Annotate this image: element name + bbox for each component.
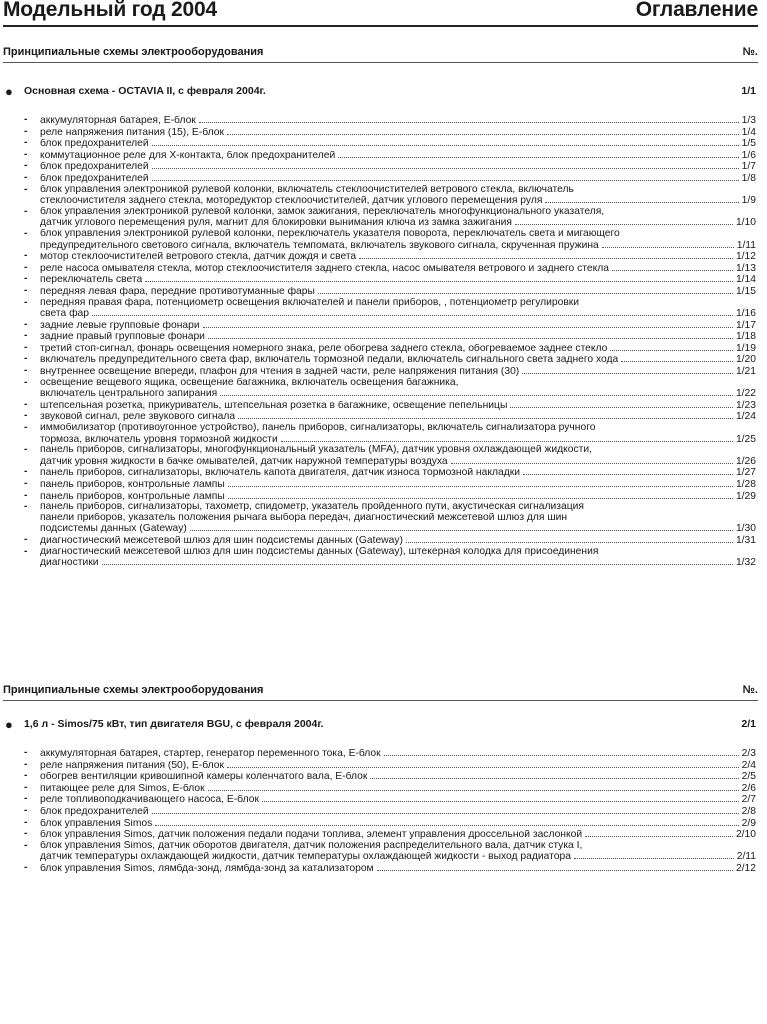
- toc-entry[interactable]: [24, 841, 756, 863]
- toc-entry-page: 2/3: [741, 748, 756, 759]
- toc-entry-page: 2/4: [741, 759, 756, 771]
- leader-dots: [515, 217, 733, 225]
- toc-entry-text: подсистемы данных (Gateway): [40, 524, 187, 535]
- toc-entry-page: 2/11: [736, 851, 756, 863]
- leader-dots: [152, 161, 739, 169]
- toc-entry-text: панель приборов, контрольные лампы: [40, 480, 225, 490]
- toc-entry-text: блок управления электроникой рулевой колонки, включатель стеклоочистителей ветрового стекла, включатель: [40, 184, 574, 195]
- toc-entry[interactable]: [24, 467, 756, 479]
- leader-dots: [510, 400, 733, 408]
- toc-entry-text: коммутационное реле для X-контакта, блок предохранителей: [40, 150, 336, 161]
- toc-entry[interactable]: [24, 411, 756, 423]
- leader-dots: [208, 331, 733, 339]
- toc-entry-text: блок предохранителей: [40, 162, 149, 173]
- toc-entry[interactable]: [24, 343, 756, 355]
- toc-entry[interactable]: [24, 298, 756, 320]
- toc-entry-page: 2/12: [735, 862, 756, 874]
- leader-dots: [338, 150, 738, 158]
- toc-entry[interactable]: [24, 207, 756, 229]
- leader-dots: [574, 851, 734, 859]
- toc-entry[interactable]: [24, 150, 756, 162]
- toc-entry-page: 2/6: [741, 782, 756, 794]
- leader-dots: [281, 434, 733, 442]
- leader-dots: [227, 760, 739, 768]
- toc-entry[interactable]: [24, 771, 756, 783]
- toc-entry-page: 1/22: [735, 388, 756, 400]
- toc-entry-text: блок предохранителей: [40, 139, 149, 150]
- toc-entry-page: 1/11: [736, 239, 756, 251]
- toc-entry-text: датчик температуры охлаждающей жидкости, датчик температуры охлаждающей жидкости - выход радиатора: [40, 852, 571, 863]
- dash-marker: -: [24, 816, 28, 828]
- dash-marker: -: [24, 353, 28, 365]
- toc-entry-text: датчик углового перемещения руля, магнит для блокировки вынимания ключа из замка зажигания: [40, 218, 513, 229]
- dash-marker: -: [24, 183, 28, 195]
- toc-entry-text: панель приборов, сигнализаторы, многофункциональный указатель (MFA), датчик уровня охлаждающей жидкости,: [40, 445, 592, 456]
- dash-marker: -: [24, 284, 28, 296]
- dash-marker: -: [24, 398, 28, 410]
- dash-marker: -: [24, 160, 28, 172]
- dash-marker: -: [24, 296, 28, 308]
- leader-dots: [318, 286, 733, 294]
- toc-entry-text: питающее реле для Simos, E-блок: [40, 783, 205, 794]
- toc-entry-text: реле напряжения питания (50), E-блок: [40, 760, 225, 771]
- toc-entry-text: диагностический межсетевой шлюз для шин подсистемы данных (Gateway): [40, 535, 403, 546]
- toc-entry[interactable]: [24, 748, 756, 760]
- toc-entry-text: датчик уровня жидкости в бачке омывателей, датчик наружной температуры воздуха: [40, 456, 448, 467]
- main-schema-label: Основная схема - OCTAVIA II, с февраля 2004г.: [24, 85, 266, 97]
- leader-dots: [155, 818, 738, 826]
- toc-entry-page: 1/20: [735, 354, 756, 366]
- toc-entry[interactable]: [24, 760, 756, 772]
- main-schema-page: 1/1: [741, 85, 756, 97]
- dash-marker: -: [24, 330, 28, 342]
- leader-dots: [523, 467, 733, 475]
- page-title: Модельный год 2004: [3, 0, 217, 21]
- main-schema-entry-2[interactable]: [5, 718, 756, 732]
- section-heading-label: Принципиальные схемы электрооборудования: [3, 46, 264, 58]
- dash-marker: -: [24, 376, 28, 388]
- toc-entry[interactable]: [24, 161, 756, 173]
- leader-dots: [199, 115, 739, 123]
- dash-marker: -: [24, 444, 28, 456]
- toc-entry-text: включатель центрального запирания: [40, 389, 218, 400]
- toc-entry-page: 1/21: [735, 366, 756, 378]
- toc-entry-page: 1/18: [735, 331, 756, 343]
- toc-entry-text: блок предохранителей: [40, 806, 149, 817]
- toc-entry[interactable]: [24, 173, 756, 185]
- leader-dots: [238, 411, 733, 419]
- leader-dots: [384, 748, 739, 756]
- leader-dots: [545, 195, 738, 203]
- leader-dots: [152, 806, 739, 814]
- dash-marker: -: [24, 171, 28, 183]
- toc-entry-page: 1/16: [735, 308, 756, 320]
- leader-dots: [92, 308, 733, 316]
- toc-entry-text: обогрев вентиляции кривошипной камеры коленчатого вала, E-блок: [40, 772, 368, 783]
- dash-marker: -: [24, 501, 28, 513]
- section-heading-2: [3, 684, 758, 701]
- dash-marker: -: [24, 533, 28, 545]
- toc-entry-page: 1/32: [735, 557, 756, 569]
- toc-entry[interactable]: [24, 286, 756, 298]
- toc-entry-page: 1/4: [741, 126, 756, 138]
- dash-marker: -: [24, 341, 28, 353]
- toc-entry-page: 1/23: [735, 399, 756, 411]
- toc-entry-text: блок управления Simos, датчик оборотов двигателя, датчик положения распределительного вала, датчик стука I,: [40, 840, 583, 851]
- toc-entry[interactable]: [24, 354, 756, 366]
- dash-marker: -: [24, 466, 28, 478]
- toc-entry[interactable]: [24, 274, 756, 286]
- leader-dots: [585, 829, 733, 837]
- dash-marker: -: [24, 781, 28, 793]
- leader-dots: [102, 557, 733, 565]
- toc-entry[interactable]: [24, 320, 756, 332]
- leader-dots: [208, 783, 739, 791]
- dash-marker: -: [24, 148, 28, 160]
- dash-marker: -: [24, 114, 28, 125]
- toc-entry-text: аккумуляторная батарея, E-блок: [40, 116, 196, 126]
- dash-marker: -: [24, 489, 28, 501]
- toc-entry-text: блок управления электроникой рулевой колонки, переключатель указателя поворота, переключатель света и мигающего: [40, 228, 620, 239]
- leader-dots: [220, 388, 733, 396]
- toc-entry[interactable]: [24, 366, 756, 378]
- section-heading-number: №.: [742, 684, 758, 696]
- leader-dots: [227, 127, 739, 135]
- toc-entry-text: панели приборов, указатель положения рычага выбора передач, диагностический межсетевой шлюз для шин: [40, 512, 568, 523]
- dash-marker: -: [24, 770, 28, 782]
- dash-marker: -: [24, 227, 28, 239]
- toc-entry[interactable]: [24, 263, 756, 275]
- toc-entry[interactable]: [24, 829, 756, 841]
- toc-entry-text: диагностики: [40, 558, 99, 569]
- toc-entry[interactable]: [24, 794, 756, 806]
- toc-entry-text: аккумуляторная батарея, стартер, генератор переменного тока, E-блок: [40, 749, 381, 759]
- toc-entry-text: освещение вещевого ящика, освещение багажника, включатель освещения багажника,: [40, 377, 459, 388]
- main-schema-label: 1,6 л - Simos/75 кВт, тип двигателя BGU, с февраля 2004г.: [24, 718, 324, 730]
- main-schema-page: 2/1: [741, 718, 756, 730]
- dash-marker: -: [24, 365, 28, 377]
- toc-entry-page: 1/28: [735, 479, 756, 490]
- toc-entry-page: 1/15: [735, 285, 756, 297]
- toc-entry[interactable]: [24, 818, 756, 830]
- toc-entry-text: иммобилизатор (противоугонное устройство), панель приборов, сигнализаторы, включатель сигнализатора ручного: [40, 423, 596, 434]
- leader-dots: [612, 263, 733, 271]
- toc-entry-text: блок управления электроникой рулевой колонки, замок зажигания, переключатель многофункционального указателя,: [40, 206, 605, 217]
- bullet-icon: ●: [5, 84, 13, 99]
- dash-marker: -: [24, 261, 28, 273]
- leader-dots: [522, 366, 733, 374]
- toc-entry-text: передняя левая фара, передние противотуманные фары: [40, 286, 315, 297]
- section-heading-number: №.: [742, 46, 758, 58]
- toc-entry-page: 1/8: [741, 172, 756, 184]
- dash-marker: -: [24, 478, 28, 489]
- section-heading-1: [3, 46, 758, 63]
- toc-entry-page: 1/12: [735, 251, 756, 263]
- toc-entry-page: 1/24: [735, 411, 756, 423]
- leader-dots: [203, 320, 733, 328]
- toc-entry-page: 1/27: [735, 467, 756, 479]
- leader-dots: [152, 138, 739, 146]
- toc-entry[interactable]: [24, 378, 756, 400]
- leader-dots: [228, 479, 733, 487]
- dash-marker: -: [24, 828, 28, 840]
- toc-entry-page: 1/25: [735, 433, 756, 445]
- dash-marker: -: [24, 758, 28, 770]
- toc-entry-text: передняя правая фара, потенциометр освещения включателей и панели приборов, , потенциометр регулировки: [40, 297, 580, 308]
- dash-marker: -: [24, 137, 28, 149]
- toc-entry-page: 1/5: [741, 138, 756, 150]
- leader-dots: [190, 523, 733, 531]
- toc-entry-text: блок предохранителей: [40, 173, 149, 184]
- toc-entry-text: звуковой сигнал, реле звукового сигнала: [40, 412, 236, 423]
- leader-dots: [406, 535, 733, 543]
- toc-entry[interactable]: [24, 127, 756, 139]
- toc-entry[interactable]: [24, 491, 756, 503]
- toc-entry-text: реле топливоподкачивающего насоса, E-блок: [40, 795, 259, 806]
- toc-entry[interactable]: [24, 229, 756, 251]
- toc-entry[interactable]: [24, 863, 756, 875]
- toc-entry-text: мотор стеклоочистителей ветрового стекла, датчик дождя и света: [40, 252, 357, 263]
- toc-entry-page: 1/29: [735, 490, 756, 502]
- dash-marker: -: [24, 839, 28, 851]
- leader-dots: [602, 240, 734, 248]
- leader-dots: [610, 343, 733, 351]
- leader-dots: [262, 794, 739, 802]
- toc-entry-page: 1/13: [735, 262, 756, 274]
- toc-entry[interactable]: [24, 445, 756, 467]
- toc-entry[interactable]: [24, 423, 756, 445]
- toc-entry-page: 1/3: [741, 115, 756, 126]
- toc-entry-page: 1/26: [735, 455, 756, 467]
- toc-entry-text: тормоза, включатель уровня тормозной жидкости: [40, 434, 278, 445]
- leader-dots: [370, 771, 738, 779]
- toc-entry-page: 2/9: [741, 817, 756, 829]
- toc-list-2: [24, 748, 756, 875]
- toc-entry-text: реле напряжения питания (15), E-блок: [40, 127, 225, 138]
- dash-marker: -: [24, 205, 28, 217]
- toc-entry-text: задние левые групповые фонари: [40, 320, 200, 331]
- toc-entry-text: задние правый групповые фонари: [40, 332, 205, 343]
- toc-entry-text: блок управления Simos: [40, 818, 153, 829]
- toc-entry-page: 1/17: [735, 319, 756, 331]
- leader-dots: [228, 491, 733, 499]
- dash-marker: -: [24, 125, 28, 137]
- toc-entry[interactable]: [24, 806, 756, 818]
- toc-entry-text: переключатель света: [40, 275, 143, 286]
- toc-entry-page: 1/31: [735, 534, 756, 546]
- toc-entry[interactable]: [24, 138, 756, 150]
- toc-entry-text: штепсельная розетка, прикуриватель, штепсельная розетка в багажнике, освещение пепельницы: [40, 400, 508, 411]
- leader-dots: [359, 251, 733, 259]
- dash-marker: -: [24, 410, 28, 422]
- leader-dots: [145, 274, 733, 282]
- toc-entry-page: 1/30: [735, 523, 756, 535]
- toc-entry-text: предупредительного светового сигнала, включатель темпомата, включатель звукового сигнала, скрученная пружина: [40, 240, 599, 251]
- toc-entry-text: диагностический межсетевой шлюз для шин подсистемы данных (Gateway), штекерная колодка для присоединения: [40, 546, 599, 557]
- page-header: [3, 0, 758, 27]
- toc-entry[interactable]: [24, 185, 756, 207]
- toc-entry-page: 1/14: [735, 274, 756, 286]
- toc-entry-page: 1/10: [735, 217, 756, 229]
- section-heading-label: Принципиальные схемы электрооборудования: [3, 684, 264, 696]
- toc-entry-text: внутреннее освещение впереди, плафон для чтения в задней части, реле напряжения питания (30): [40, 367, 520, 378]
- dash-marker: -: [24, 804, 28, 816]
- leader-dots: [152, 173, 739, 181]
- toc-entry-text: панель приборов, сигнализаторы, тахометр, спидометр, указатель пройденного пути, акустическая сигнализация: [40, 502, 584, 513]
- dash-marker: -: [24, 273, 28, 285]
- toc-entry[interactable]: [24, 783, 756, 795]
- toc-entry-text: панель приборов, контрольные лампы: [40, 491, 225, 502]
- leader-dots: [451, 456, 733, 464]
- toc-entry-text: панель приборов, сигнализаторы, включатель капота двигателя, датчик износа тормозной накладки: [40, 468, 520, 479]
- toc-entry[interactable]: [24, 547, 756, 569]
- toc-entry-page: 2/10: [735, 829, 756, 841]
- leader-dots: [377, 863, 733, 871]
- toc-entry-page: 2/5: [741, 771, 756, 783]
- toc-entry[interactable]: [24, 115, 756, 127]
- toc-entry-page: 2/8: [741, 805, 756, 817]
- toc-entry-page: 1/19: [735, 342, 756, 354]
- toc-entry-page: 1/6: [741, 149, 756, 161]
- toc-entry-page: 2/7: [741, 794, 756, 806]
- toc-entry-text: света фар: [40, 309, 90, 320]
- toc-entry-text: включатель предупредительного света фар, включатель тормозной педали, включатель сигнального света заднего хода: [40, 355, 619, 366]
- toc-entry-page: 1/7: [741, 161, 756, 173]
- toc-entry[interactable]: [24, 331, 756, 343]
- main-schema-entry-1[interactable]: [5, 85, 756, 99]
- page-section-title: Оглавление: [635, 0, 758, 21]
- dash-marker: -: [24, 747, 28, 758]
- toc-entry[interactable]: [24, 400, 756, 412]
- toc-entry[interactable]: [24, 535, 756, 547]
- leader-dots: [621, 354, 733, 362]
- toc-entry-text: блок управления Simos, датчик положения педали подачи топлива, элемент управления дроссельной заслонкой: [40, 830, 583, 841]
- dash-marker: -: [24, 318, 28, 330]
- toc-list-1: [24, 115, 756, 569]
- toc-entry-text: третий стоп-сигнал, фонарь освещения номерного знака, реле обогрева заднего стекла, обогреваемое заднее стекло: [40, 343, 608, 354]
- toc-entry-text: стеклоочистителя заднего стекла, моторедуктор стеклоочистителей, датчик углового перемещения руля: [40, 196, 543, 207]
- toc-entry-text: реле насоса омывателя стекла, мотор стеклоочистителя заднего стекла, насос омывателя ветрового и заднего стекла: [40, 263, 609, 274]
- dash-marker: -: [24, 861, 28, 873]
- toc-entry-text: блок управления Simos, лямбда-зонд, лямбда-зонд за катализатором: [40, 863, 374, 874]
- toc-entry-page: 1/9: [741, 195, 756, 207]
- toc-entry[interactable]: [24, 502, 756, 535]
- dash-marker: -: [24, 250, 28, 262]
- bullet-icon: ●: [5, 717, 13, 732]
- dash-marker: -: [24, 793, 28, 805]
- toc-entry[interactable]: [24, 251, 756, 263]
- dash-marker: -: [24, 545, 28, 557]
- dash-marker: -: [24, 422, 28, 434]
- toc-entry[interactable]: [24, 479, 756, 491]
